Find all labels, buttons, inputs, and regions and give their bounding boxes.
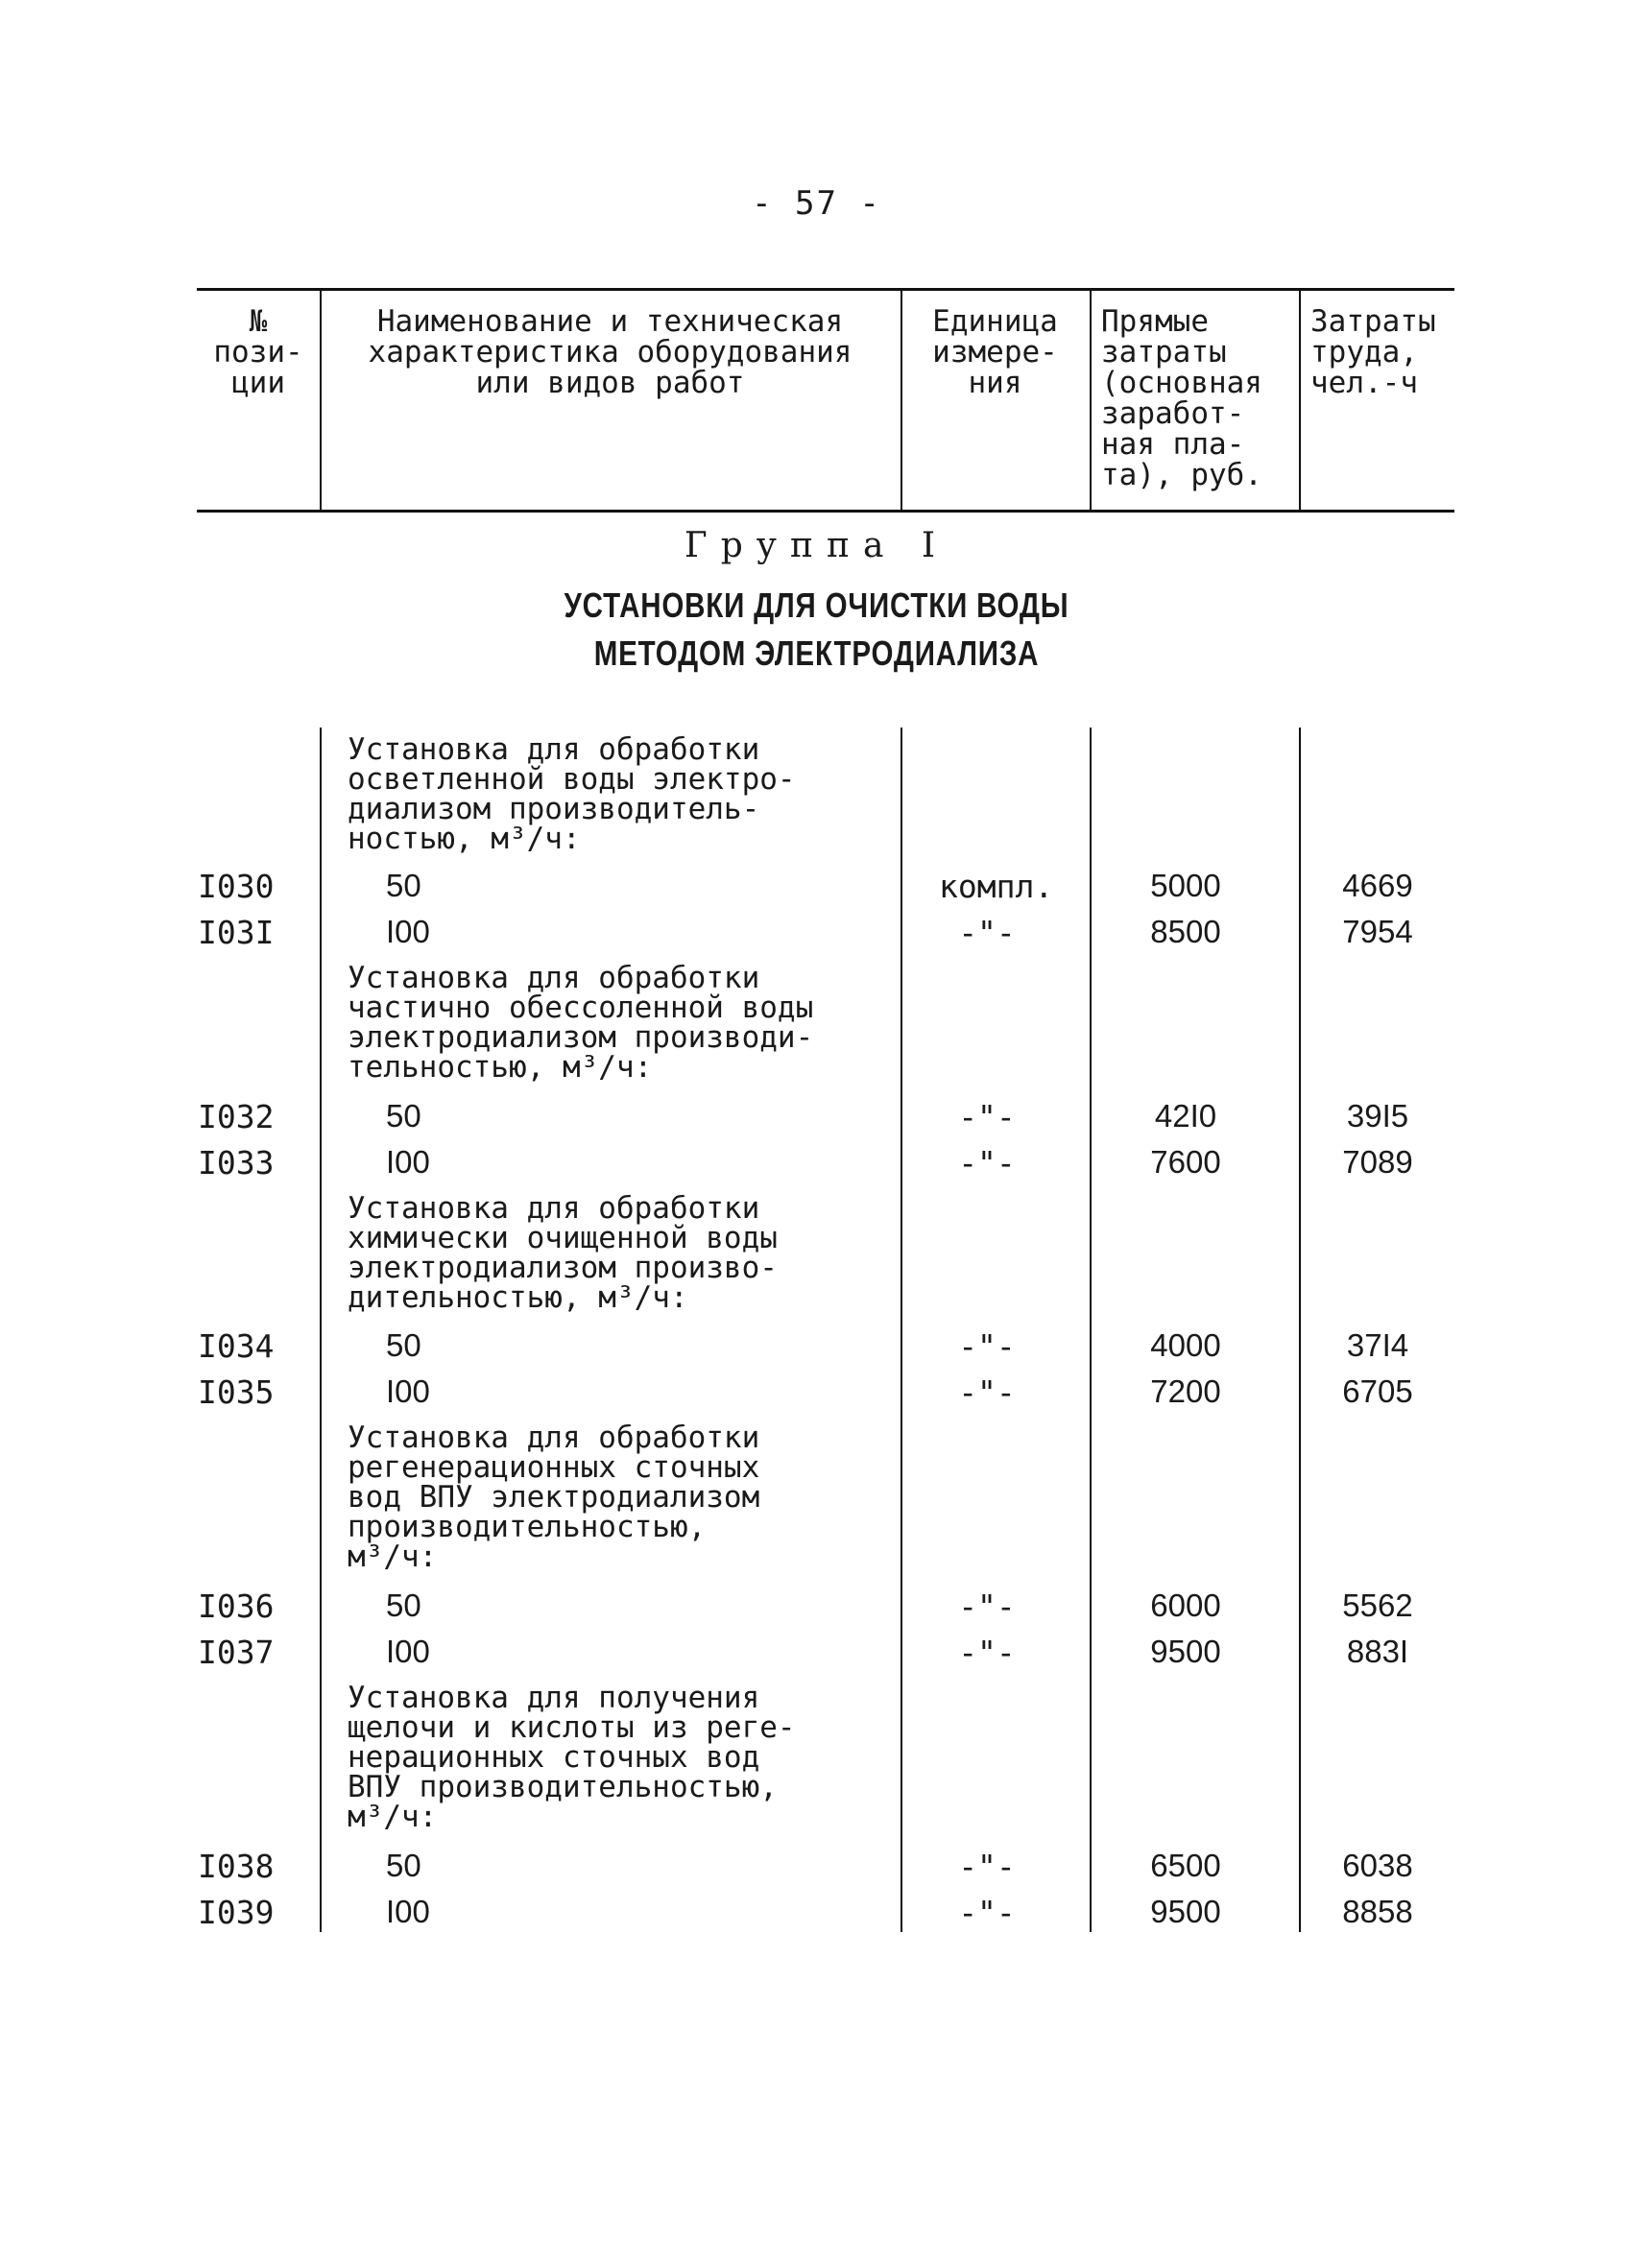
labor: 8858: [1342, 1894, 1413, 1929]
unit: -"-: [958, 1634, 1016, 1671]
capacity: 50: [386, 1327, 421, 1363]
position-number: I038: [198, 1848, 275, 1885]
group-subtitle-line-2: МЕТОДОМ ЭЛЕКТРОДИАЛИЗА: [593, 633, 1040, 673]
capacity: 50: [386, 868, 421, 903]
header-position-number: № пози- ции: [213, 304, 303, 400]
table-row: [0, 1634, 1633, 1672]
equipment-description: Установка для обработки осветленной воды электро- диализом производитель- ностью, м³/ч:: [348, 732, 796, 856]
labor: 5562: [1342, 1588, 1413, 1623]
labor: 37I4: [1346, 1327, 1409, 1363]
labor: 7954: [1342, 914, 1413, 949]
table-row: [0, 1327, 1633, 1366]
unit: -"-: [958, 1327, 1016, 1365]
group-title: Группа I: [684, 526, 949, 565]
table-row: [0, 1894, 1633, 1932]
unit: -"-: [958, 1373, 1016, 1411]
direct-cost: 9500: [1150, 1894, 1221, 1929]
capacity: I00: [386, 1144, 430, 1180]
equipment-description: Установка для получения щелочи и кислоты из реге- нерационных сточных вод ВПУ производительностью, м³/ч:: [348, 1681, 796, 1834]
table-row: [0, 1848, 1633, 1886]
unit: -"-: [958, 914, 1016, 951]
equipment-description: Установка для обработки частично обессоленной воды электродиализом производи- тельностью, м³/ч:: [348, 961, 814, 1085]
direct-cost: 6000: [1150, 1588, 1221, 1623]
direct-cost: 6500: [1150, 1848, 1221, 1883]
unit: -"-: [958, 1894, 1016, 1931]
direct-cost: 9500: [1150, 1634, 1221, 1669]
direct-cost: 7600: [1150, 1144, 1221, 1180]
group-subtitle-line-1: УСТАНОВКИ ДЛЯ ОЧИСТКИ ВОДЫ: [564, 585, 1069, 625]
position-number: I032: [198, 1098, 275, 1135]
position-number: I033: [198, 1144, 275, 1182]
unit: -"-: [958, 1144, 1016, 1182]
labor: 6038: [1342, 1848, 1413, 1883]
unit: -"-: [958, 1848, 1016, 1885]
capacity: I00: [386, 1634, 430, 1669]
position-number: I037: [198, 1634, 275, 1671]
labor: 4669: [1342, 868, 1413, 903]
unit: компл.: [939, 868, 1054, 905]
position-number: I03I: [198, 914, 275, 951]
position-number: I036: [198, 1588, 275, 1625]
header-divider: [1090, 291, 1092, 510]
direct-cost: 7200: [1150, 1373, 1221, 1409]
table-row: [0, 1373, 1633, 1412]
direct-cost: 42I0: [1154, 1098, 1217, 1134]
labor: 7089: [1342, 1144, 1413, 1180]
direct-cost: 8500: [1150, 914, 1221, 949]
capacity: I00: [386, 1373, 430, 1409]
direct-cost: 5000: [1150, 868, 1221, 903]
table-row: [0, 914, 1633, 952]
table-row: [0, 1098, 1633, 1136]
labor: 6705: [1342, 1373, 1413, 1409]
capacity: I00: [386, 1894, 430, 1929]
header-divider: [1299, 291, 1301, 510]
position-number: I035: [198, 1373, 275, 1411]
capacity: 50: [386, 1098, 421, 1134]
header-direct-cost: Прямые затраты (основная заработ- ная пла- та), руб.: [1101, 304, 1262, 492]
position-number: I039: [198, 1894, 275, 1931]
position-number: I030: [198, 868, 275, 905]
unit: -"-: [958, 1098, 1016, 1135]
table-row: [0, 868, 1633, 906]
equipment-description: Установка для обработки регенерационных сточных вод ВПУ электродиализом производительностью, м³/ч:: [348, 1420, 760, 1574]
capacity: 50: [386, 1848, 421, 1883]
table-header: [197, 288, 1454, 513]
page-number: - 57 -: [752, 184, 881, 223]
unit: -"-: [958, 1588, 1016, 1625]
capacity: I00: [386, 914, 430, 949]
direct-cost: 4000: [1150, 1327, 1221, 1363]
labor: 39I5: [1346, 1098, 1409, 1134]
table-row: [0, 1144, 1633, 1182]
capacity: 50: [386, 1588, 421, 1623]
header-unit: Единица измере- ния: [932, 304, 1058, 400]
labor: 883I: [1346, 1634, 1409, 1669]
position-number: I034: [198, 1327, 275, 1365]
header-labor: Затраты труда, чел.-ч: [1310, 304, 1436, 400]
table-row: [0, 1588, 1633, 1626]
header-name: Наименование и техническая характеристика оборудования или видов работ: [368, 304, 853, 400]
equipment-description: Установка для обработки химически очищенной воды электродиализом произво- дительностью, м³/ч:: [348, 1191, 778, 1315]
